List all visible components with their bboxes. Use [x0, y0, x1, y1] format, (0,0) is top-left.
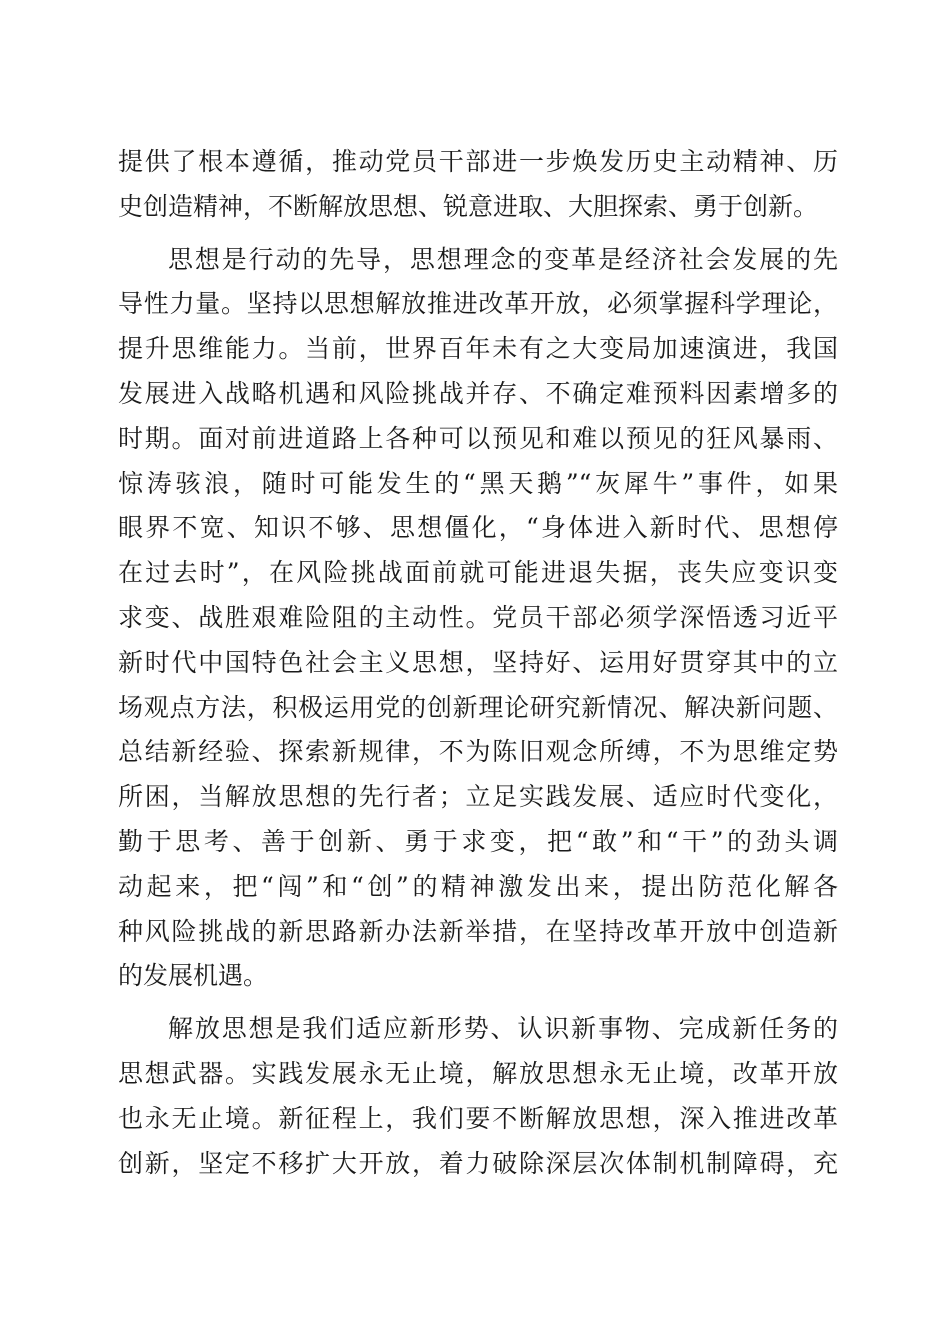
paragraph-line: 的发展机遇。 [118, 961, 269, 991]
paragraph-line: 动起来，把“闯”和“创”的精神激发出来，提出防范化解各 [118, 871, 838, 901]
paragraph-line: 也永无止境。新征程上，我们要不断解放思想，深入推进改革 [118, 1103, 838, 1133]
paragraph-line: 思想武器。实践发展永无止境，解放思想永无止境，改革开放 [118, 1058, 838, 1088]
paragraph-line: 所困，当解放思想的先行者；立足实践发展、适应时代变化， [118, 782, 838, 812]
paragraph-line: 导性力量。坚持以思想解放推进改革开放，必须掌握科学理论， [118, 289, 838, 319]
paragraph-line: 种风险挑战的新思路新办法新举措，在坚持改革开放中创造新 [118, 916, 838, 946]
document-body [118, 140, 838, 1186]
paragraph-1 [118, 140, 838, 230]
paragraph-line: 时期。面对前进道路上各种可以预见和难以预见的狂风暴雨、 [118, 423, 838, 453]
paragraph-line: 场观点方法，积极运用党的创新理论研究新情况、解决新问题、 [118, 692, 838, 722]
paragraph-line: 新时代中国特色社会主义思想，坚持好、运用好贯穿其中的立 [118, 647, 838, 677]
paragraph-line: 提升思维能力。当前，世界百年未有之大变局加速演进，我国 [118, 334, 838, 364]
paragraph-line: 勤于思考、善于创新、勇于求变，把“敢”和“干”的劲头调 [118, 826, 838, 856]
paragraph-line: 惊涛骇浪，随时可能发生的“黑天鹅”“灰犀牛”事件，如果 [118, 468, 838, 498]
paragraph-line: 眼界不宽、知识不够、思想僵化，“身体进入新时代、思想停 [118, 513, 838, 543]
paragraph-line: 求变、战胜艰难险阻的主动性。党员干部必须学深悟透习近平 [118, 602, 838, 632]
paragraph-gap [118, 999, 838, 1007]
paragraph-line: 思想是行动的先导，思想理念的变革是经济社会发展的先 [168, 244, 838, 274]
paragraph-line: 总结新经验、探索新规律，不为陈旧观念所缚，不为思维定势 [118, 737, 838, 767]
paragraph-line: 创新，坚定不移扩大开放，着力破除深层次体制机制障碍，充 [118, 1148, 838, 1178]
paragraph-2 [118, 238, 838, 1000]
paragraph-line: 史创造精神，不断解放思想、锐意进取、大胆探索、勇于创新。 [118, 191, 819, 221]
paragraph-line: 发展进入战略机遇和风险挑战并存、不确定难预料因素增多的 [118, 378, 838, 408]
paragraph-line: 提供了根本遵循，推动党员干部进一步焕发历史主动精神、历 [118, 147, 838, 176]
paragraph-3 [118, 1007, 838, 1186]
paragraph-line: 在过去时”，在风险挑战面前就可能进退失据，丧失应变识变 [118, 558, 838, 588]
paragraph-line: 解放思想是我们适应新形势、认识新事物、完成新任务的 [168, 1014, 838, 1044]
paragraph-gap [118, 230, 838, 238]
